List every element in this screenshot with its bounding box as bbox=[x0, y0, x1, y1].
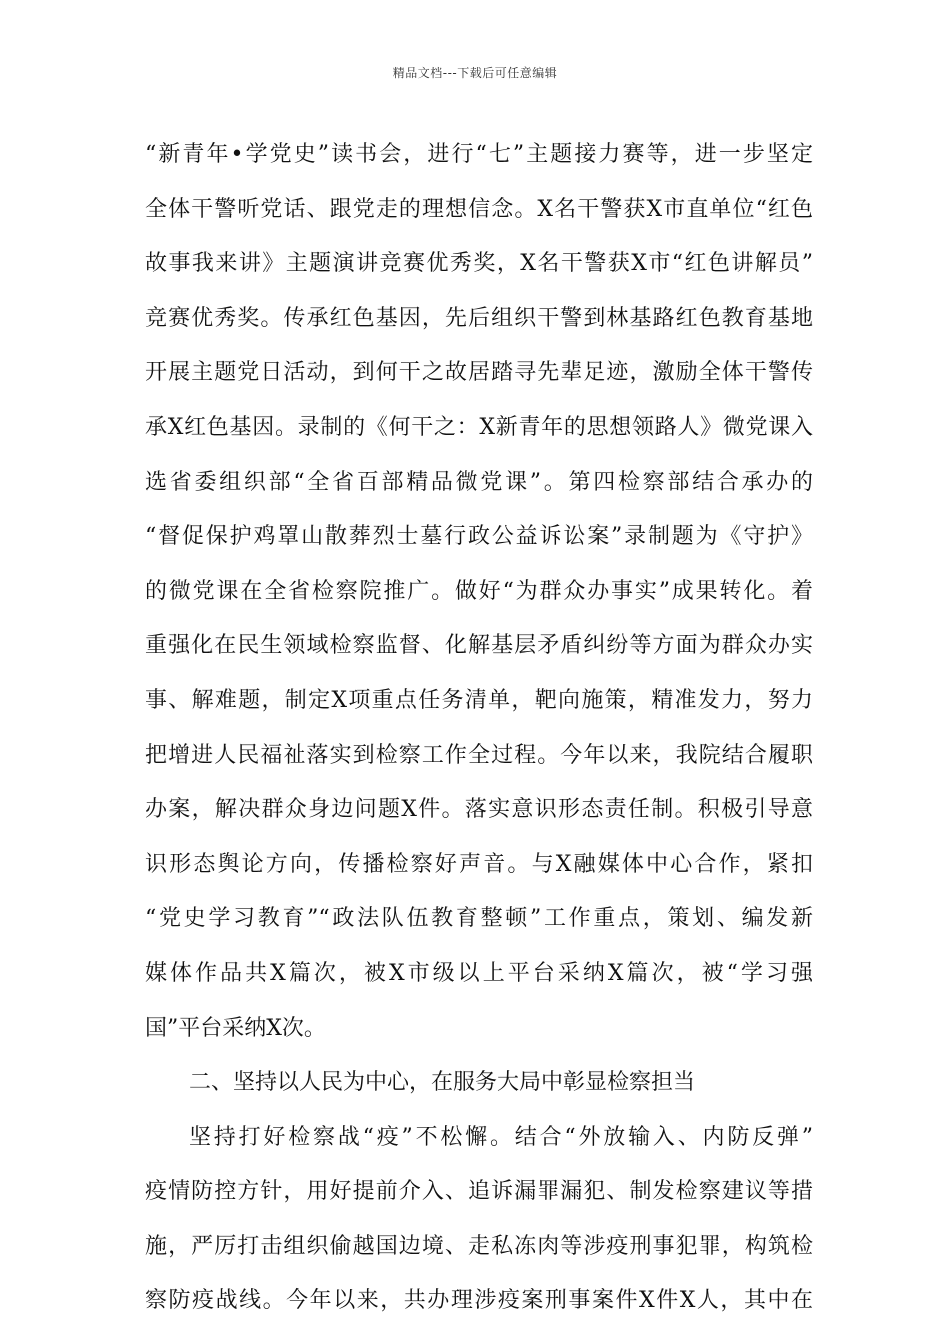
text-line: 办案，解决群众身边问题X件。落实意识形态责任制。积极引导意 bbox=[145, 797, 813, 823]
text-line: 承X红色基因。录制的《何干之：X新青年的思想领路人》微党课入 bbox=[145, 414, 813, 440]
text-line: 识形态舆论方向，传播检察好声音。与X融媒体中心合作，紧扣 bbox=[145, 851, 813, 877]
text-line: 国”平台采纳X次。 bbox=[145, 1015, 326, 1041]
page-header: 精品文档---下载后可任意编辑 bbox=[392, 66, 558, 80]
text-line: 选省委组织部“全省百部精品微党课”。第四检察部结合承办的 bbox=[145, 469, 813, 495]
text-line: 开展主题党日活动，到何干之故居踏寻先辈足迹，激励全体干警传 bbox=[145, 360, 813, 386]
text-line: “新青年•学党史”读书会，进行“七”主题接力赛等，进一步坚定 bbox=[145, 142, 813, 167]
text-line: 全体干警听党话、跟党走的理想信念。X名干警获X市直单位“红色 bbox=[145, 196, 813, 222]
document-body bbox=[145, 135, 813, 1336]
text-line: 施，严厉打击组织偷越国边境、走私冻肉等涉疫刑事犯罪，构筑检 bbox=[145, 1233, 813, 1259]
text-line: 疫情防控方针，用好提前介入、追诉漏罪漏犯、制发检察建议等措 bbox=[145, 1179, 813, 1205]
text-line: 把增进人民福祉落实到检察工作全过程。今年以来，我院结合履职 bbox=[145, 742, 813, 768]
text-line: 事、解难题，制定X项重点任务清单，靶向施策，精准发力，努力 bbox=[145, 687, 813, 713]
text-line: 重强化在民生领域检察监督、化解基层矛盾纠纷等方面为群众办实 bbox=[145, 633, 813, 659]
text-line: 察防疫战线。今年以来，共办理涉疫案刑事案件X件X人，其中在 bbox=[145, 1288, 813, 1314]
text-line: 故事我来讲》主题演讲竞赛优秀奖，X名干警获X市“红色讲解员” bbox=[145, 251, 813, 277]
text-line: 坚持打好检察战“疫”不松懈。结合“外放输入、内防反弹” bbox=[189, 1124, 813, 1150]
text-line: 竞赛优秀奖。传承红色基因，先后组织干警到林基路红色教育基地 bbox=[145, 305, 813, 331]
text-line: “督促保护鸡罩山散葬烈士墓行政公益诉讼案”录制题为《守护》 bbox=[145, 524, 813, 550]
text-line: 二、坚持以人民为中心，在服务大局中彰显检察担当 bbox=[189, 1070, 696, 1096]
text-line: 的微党课在全省检察院推广。做好“为群众办事实”成果转化。着 bbox=[145, 578, 813, 604]
text-line: “党史学习教育”“政法队伍教育整顿”工作重点，策划、编发新 bbox=[145, 906, 813, 932]
text-line: 媒体作品共X篇次，被X市级以上平台采纳X篇次，被“学习强 bbox=[145, 960, 813, 986]
